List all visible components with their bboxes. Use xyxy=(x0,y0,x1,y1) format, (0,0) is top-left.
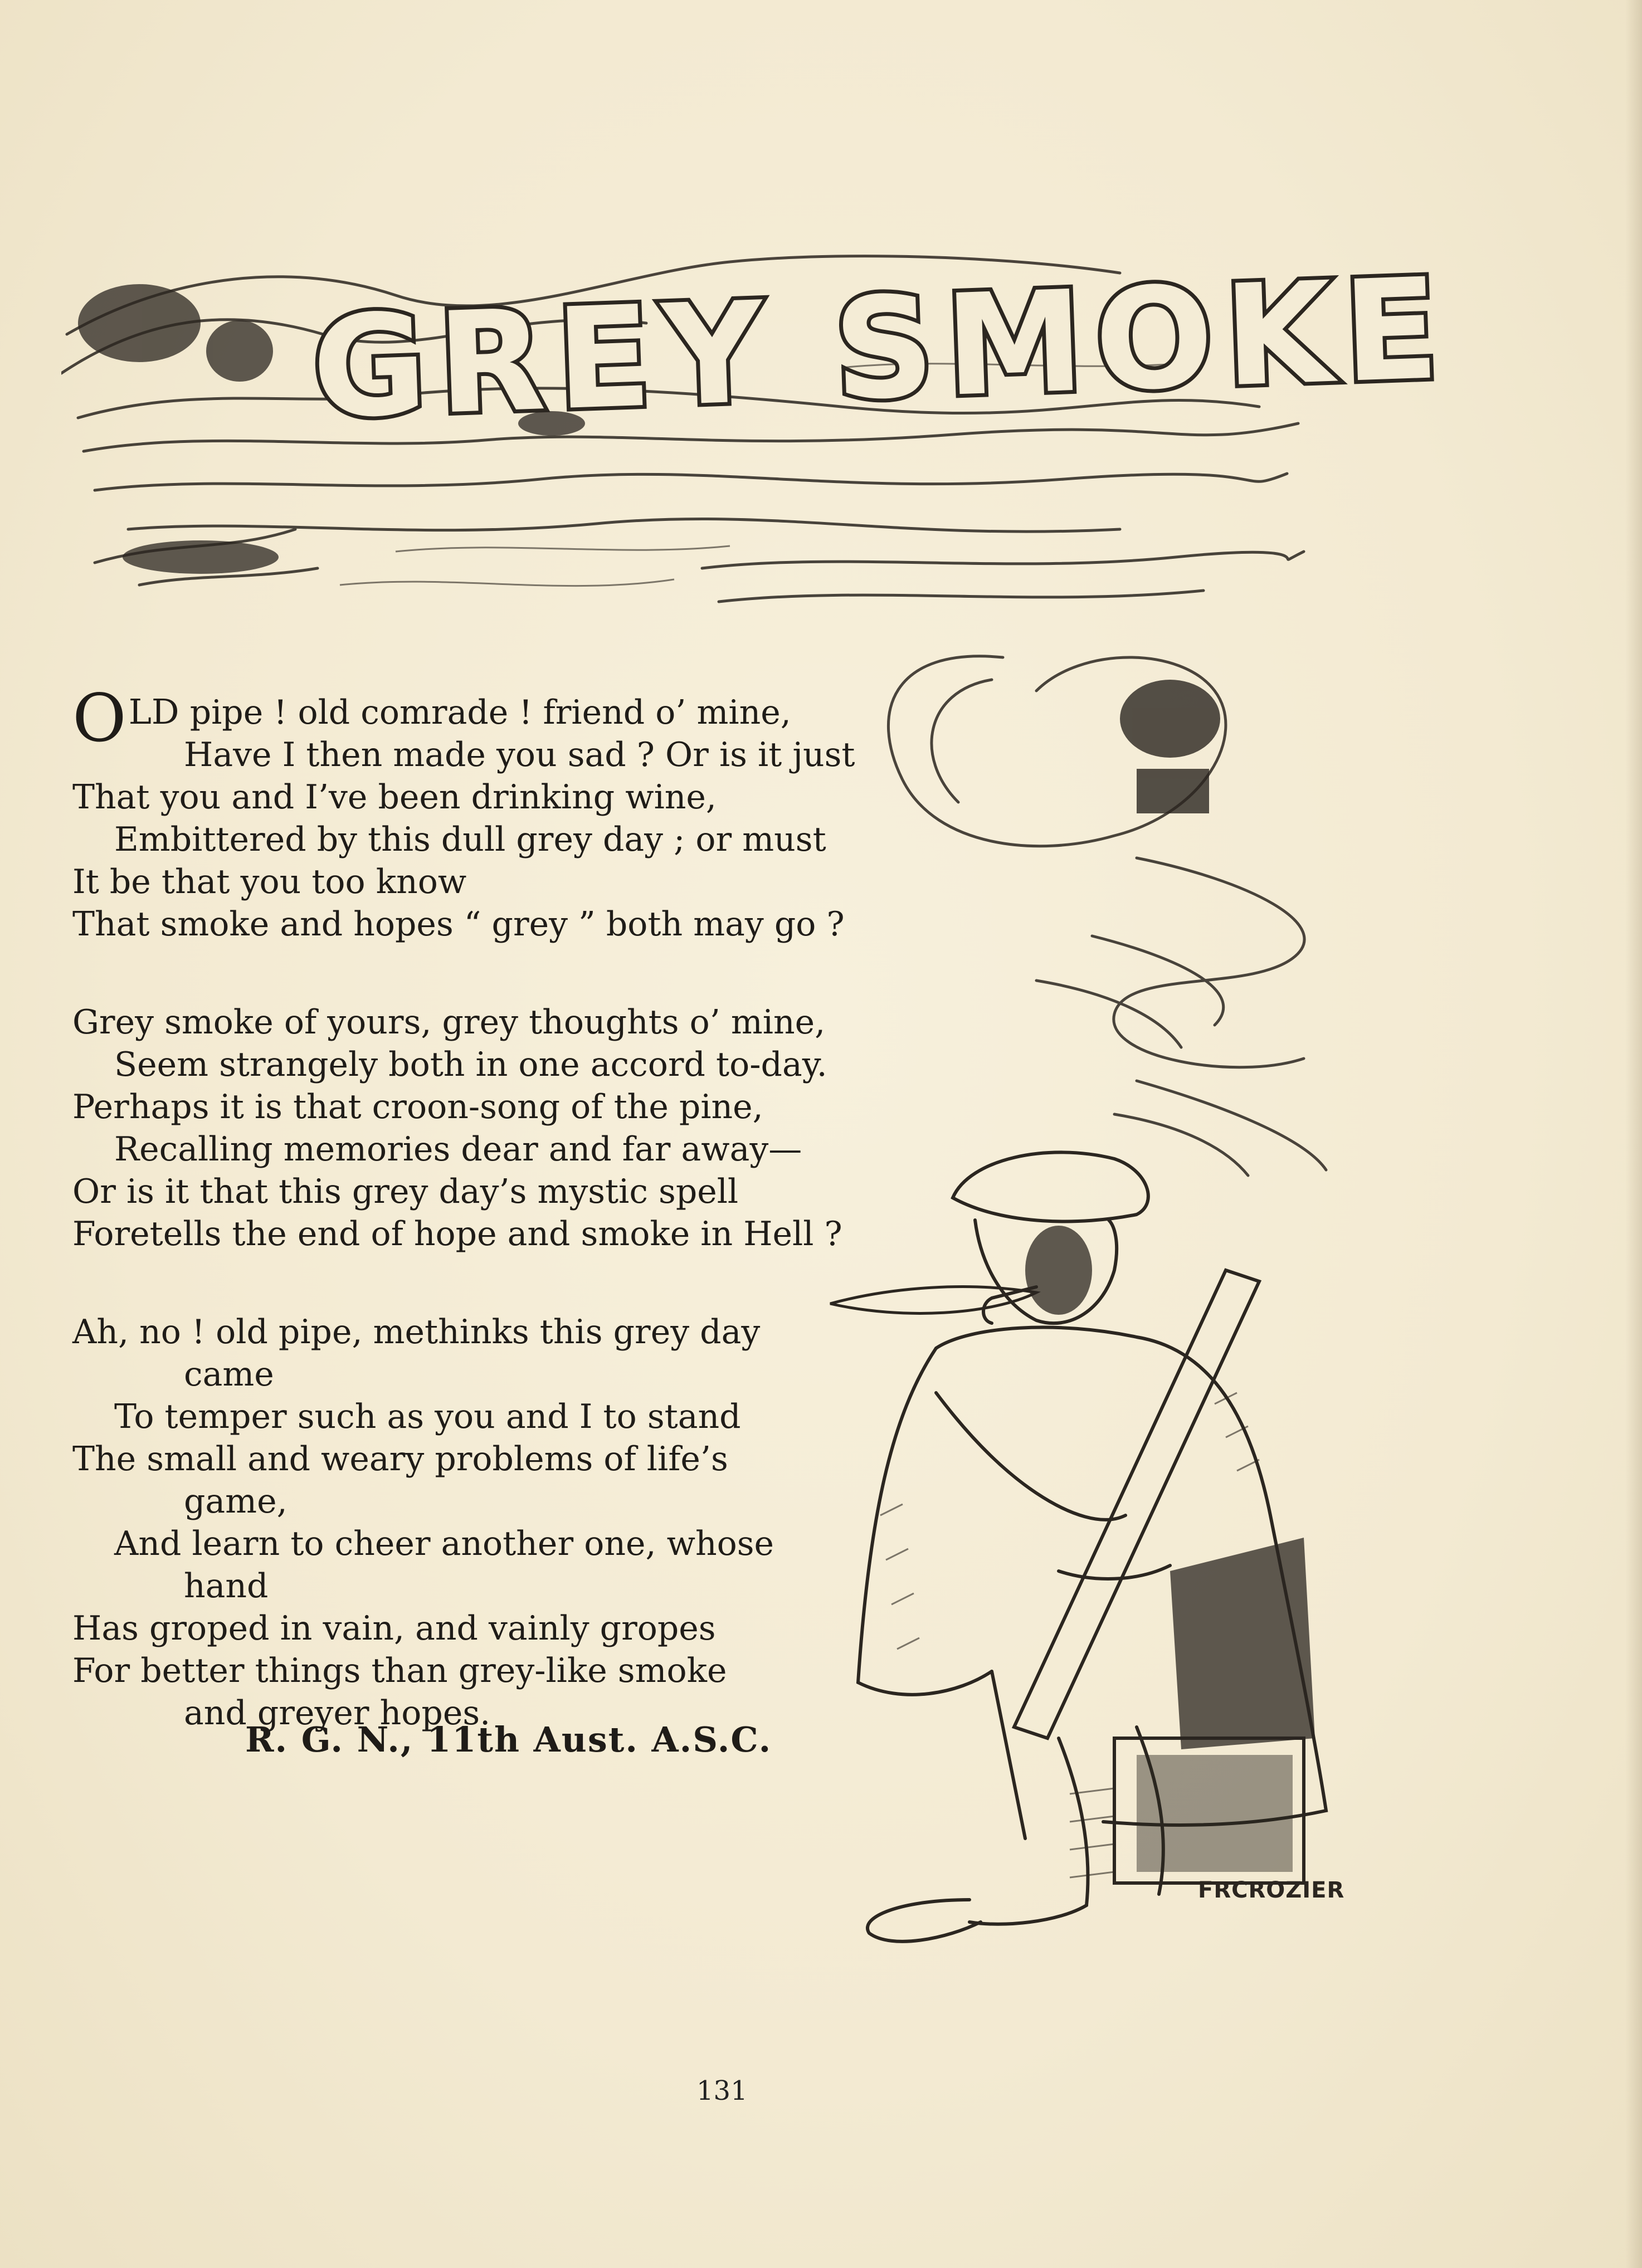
page-edge-shadow xyxy=(1625,0,1642,2268)
page-title: GREY SMOKE xyxy=(309,247,1453,450)
poem-line: hand xyxy=(184,1567,269,1606)
artist-signature: FRCROZIER xyxy=(1198,1877,1345,1903)
stanza-1 xyxy=(72,680,855,945)
poem-line: Embittered by this dull grey day ; or must xyxy=(114,820,826,859)
poem-line: To temper such as you and I to stand xyxy=(114,1397,741,1436)
small-caps: LD xyxy=(128,691,179,732)
poem-body xyxy=(72,680,855,1790)
poem-signature: R. G. N., 11th Aust. A.S.C. xyxy=(245,1719,772,1760)
poem-line: game, xyxy=(184,1482,288,1521)
poem-line: Perhaps it is that croon-song of the pine, xyxy=(72,1087,763,1126)
drop-cap: O xyxy=(72,680,126,757)
soldier-sketch xyxy=(825,624,1404,1983)
page-number: 131 xyxy=(696,2075,748,2106)
poem-line: That you and I’ve been drinking wine, xyxy=(72,778,717,817)
poem-line: Or is it that this grey day’s mystic spell xyxy=(72,1172,739,1211)
poem-line: and greyer hopes. xyxy=(184,1694,491,1733)
poem-line: That smoke and hopes “ grey ” both may go ? xyxy=(72,905,845,944)
stanza-2 xyxy=(72,1001,852,1255)
poem-line: The small and weary problems of life’s xyxy=(72,1440,728,1479)
poem-line: And learn to cheer another one, whose xyxy=(114,1524,774,1563)
poem-line-text: pipe ! old comrade ! friend o’ mine, xyxy=(179,693,791,732)
poem-line: Has groped in vain, and vainly gropes xyxy=(72,1609,716,1648)
poem-line: Grey smoke of yours, grey thoughts o’ mine, xyxy=(72,1003,826,1042)
poem-line: It be that you too know xyxy=(72,862,467,901)
poem-line: Foretells the end of hope and smoke in Hell ? xyxy=(72,1215,842,1254)
poem-line: For better things than grey-like smoke xyxy=(72,1651,727,1690)
stanza-3 xyxy=(72,1311,852,1734)
poem-line: Seem strangely both in one accord to-day. xyxy=(114,1045,827,1084)
poem-line: Ah, no ! old pipe, methinks this grey day xyxy=(72,1313,761,1352)
poem-line: came xyxy=(184,1355,274,1394)
soldier-pipe-illustration xyxy=(825,624,1404,1983)
poem-line: Recalling memories dear and far away— xyxy=(114,1130,802,1169)
poem-line: Have I then made you sad ? Or is it just xyxy=(184,735,855,774)
